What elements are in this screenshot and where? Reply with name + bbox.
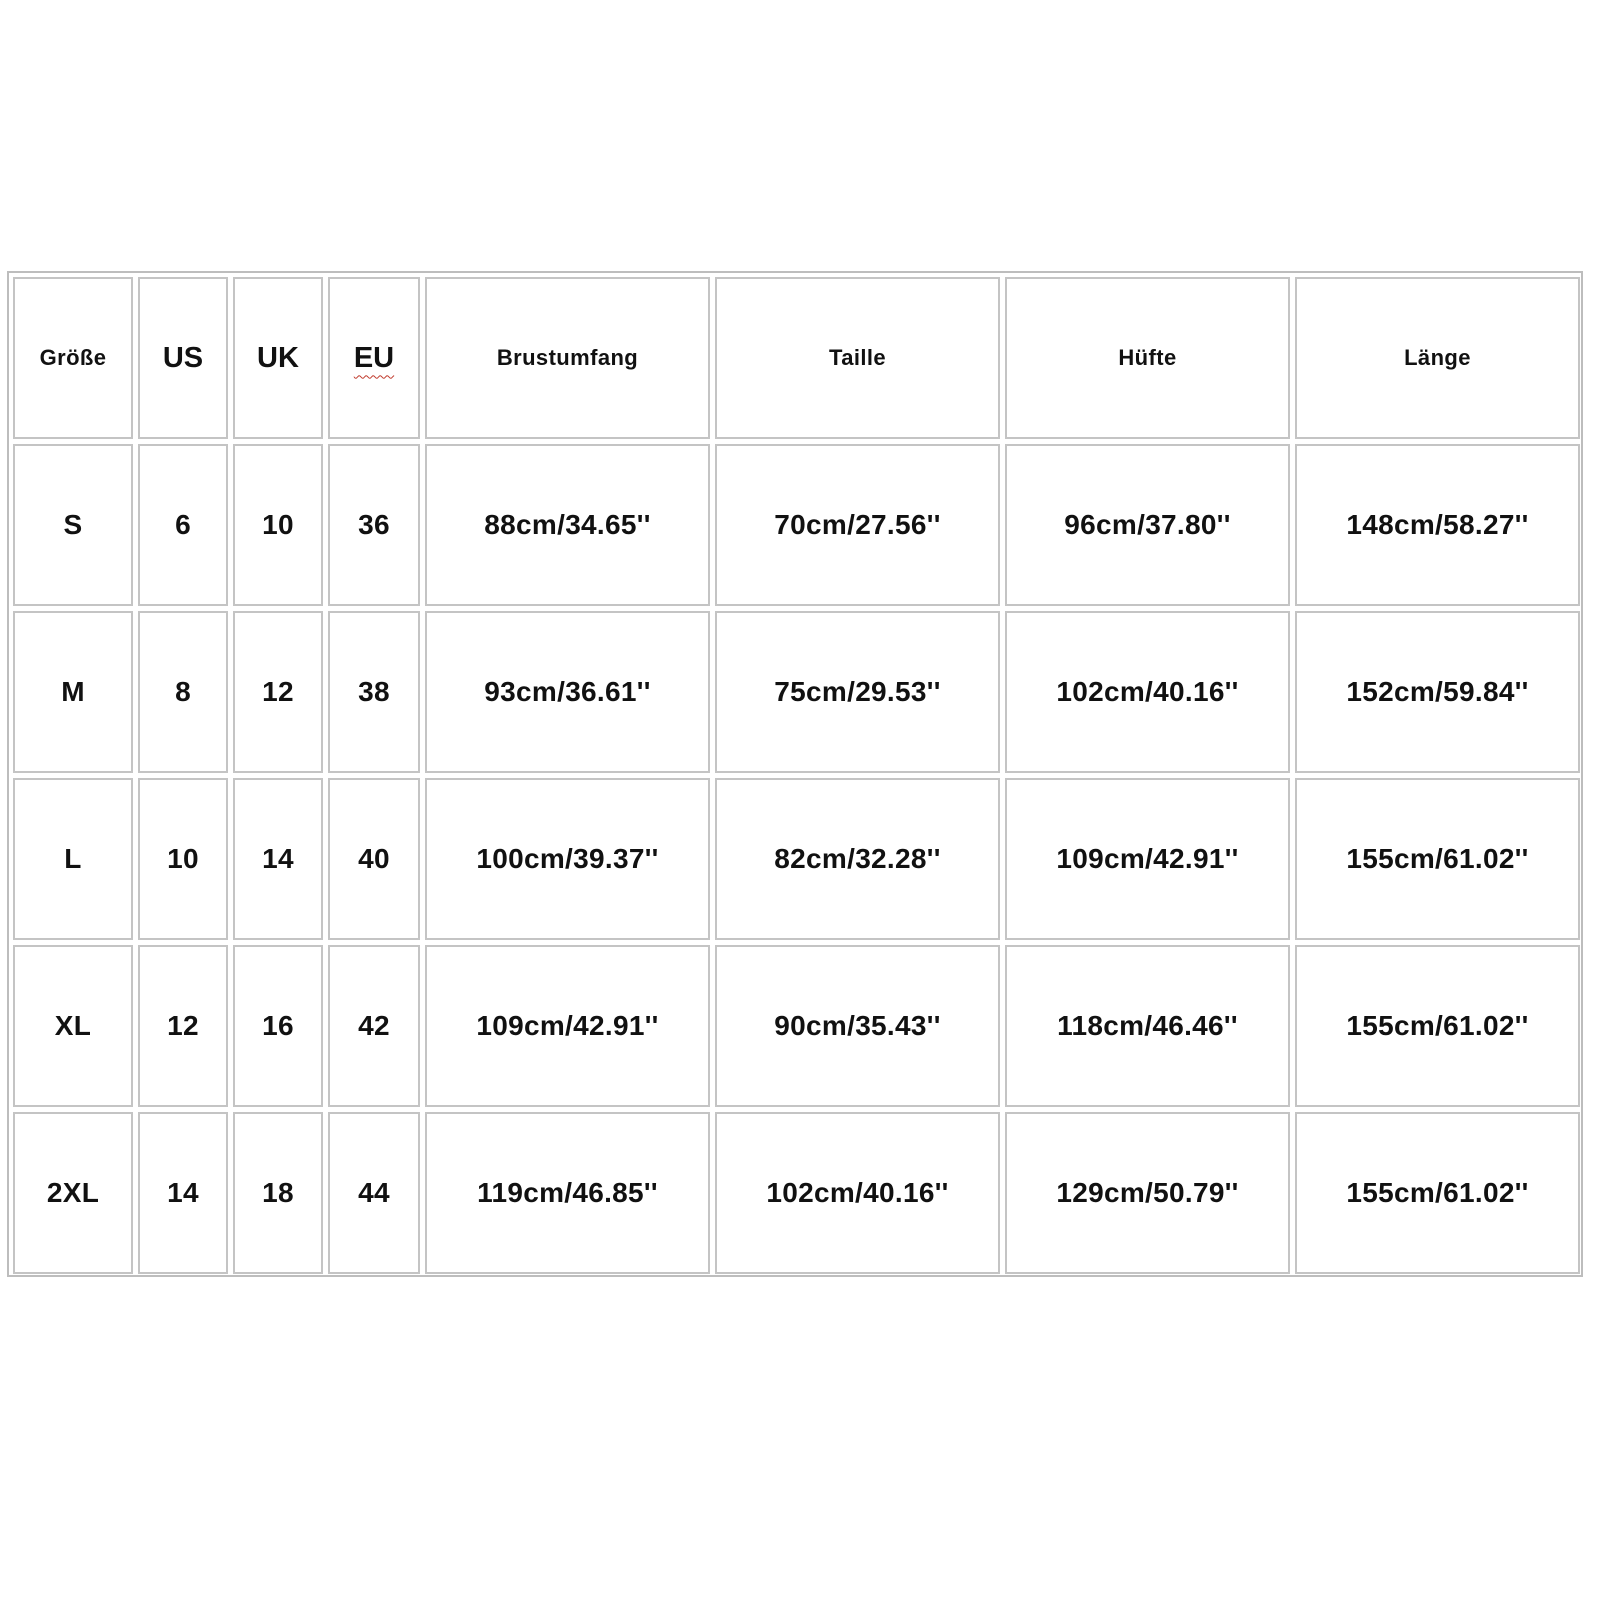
cell-uk: 10 [233, 444, 323, 606]
cell-hip: 118cm/46.46'' [1005, 945, 1290, 1107]
cell-bust: 88cm/34.65'' [425, 444, 710, 606]
cell-us: 14 [138, 1112, 228, 1274]
table-row [13, 945, 1580, 1107]
cell-waist: 75cm/29.53'' [715, 611, 1000, 773]
cell-waist: 102cm/40.16'' [715, 1112, 1000, 1274]
header-row [13, 277, 1580, 439]
table-row [13, 778, 1580, 940]
cell-us: 6 [138, 444, 228, 606]
cell-length: 155cm/61.02'' [1295, 778, 1580, 940]
cell-us: 10 [138, 778, 228, 940]
cell-eu: 36 [328, 444, 420, 606]
header-length: Länge [1295, 277, 1580, 439]
table-row [13, 611, 1580, 773]
header-us: US [138, 277, 228, 439]
cell-waist: 82cm/32.28'' [715, 778, 1000, 940]
cell-size: L [13, 778, 133, 940]
cell-hip: 96cm/37.80'' [1005, 444, 1290, 606]
cell-bust: 109cm/42.91'' [425, 945, 710, 1107]
cell-hip: 129cm/50.79'' [1005, 1112, 1290, 1274]
header-eu-label: EU [353, 341, 395, 374]
table-row [13, 444, 1580, 606]
cell-eu: 38 [328, 611, 420, 773]
header-size: Größe [13, 277, 133, 439]
header-hip: Hüfte [1005, 277, 1290, 439]
cell-size: 2XL [13, 1112, 133, 1274]
cell-uk: 18 [233, 1112, 323, 1274]
cell-waist: 70cm/27.56'' [715, 444, 1000, 606]
cell-us: 8 [138, 611, 228, 773]
cell-length: 155cm/61.02'' [1295, 945, 1580, 1107]
header-eu [328, 277, 420, 439]
cell-uk: 14 [233, 778, 323, 940]
cell-hip: 102cm/40.16'' [1005, 611, 1290, 773]
header-bust: Brustumfang [425, 277, 710, 439]
cell-eu: 40 [328, 778, 420, 940]
size-chart [7, 271, 1583, 1277]
cell-bust: 119cm/46.85'' [425, 1112, 710, 1274]
header-waist: Taille [715, 277, 1000, 439]
cell-waist: 90cm/35.43'' [715, 945, 1000, 1107]
cell-eu: 42 [328, 945, 420, 1107]
cell-length: 148cm/58.27'' [1295, 444, 1580, 606]
cell-length: 155cm/61.02'' [1295, 1112, 1580, 1274]
cell-hip: 109cm/42.91'' [1005, 778, 1290, 940]
table-row [13, 1112, 1580, 1274]
cell-size: M [13, 611, 133, 773]
cell-bust: 93cm/36.61'' [425, 611, 710, 773]
cell-size: XL [13, 945, 133, 1107]
cell-uk: 12 [233, 611, 323, 773]
cell-size: S [13, 444, 133, 606]
size-chart-table [8, 272, 1585, 1279]
cell-bust: 100cm/39.37'' [425, 778, 710, 940]
cell-length: 152cm/59.84'' [1295, 611, 1580, 773]
header-uk: UK [233, 277, 323, 439]
cell-eu: 44 [328, 1112, 420, 1274]
cell-us: 12 [138, 945, 228, 1107]
cell-uk: 16 [233, 945, 323, 1107]
